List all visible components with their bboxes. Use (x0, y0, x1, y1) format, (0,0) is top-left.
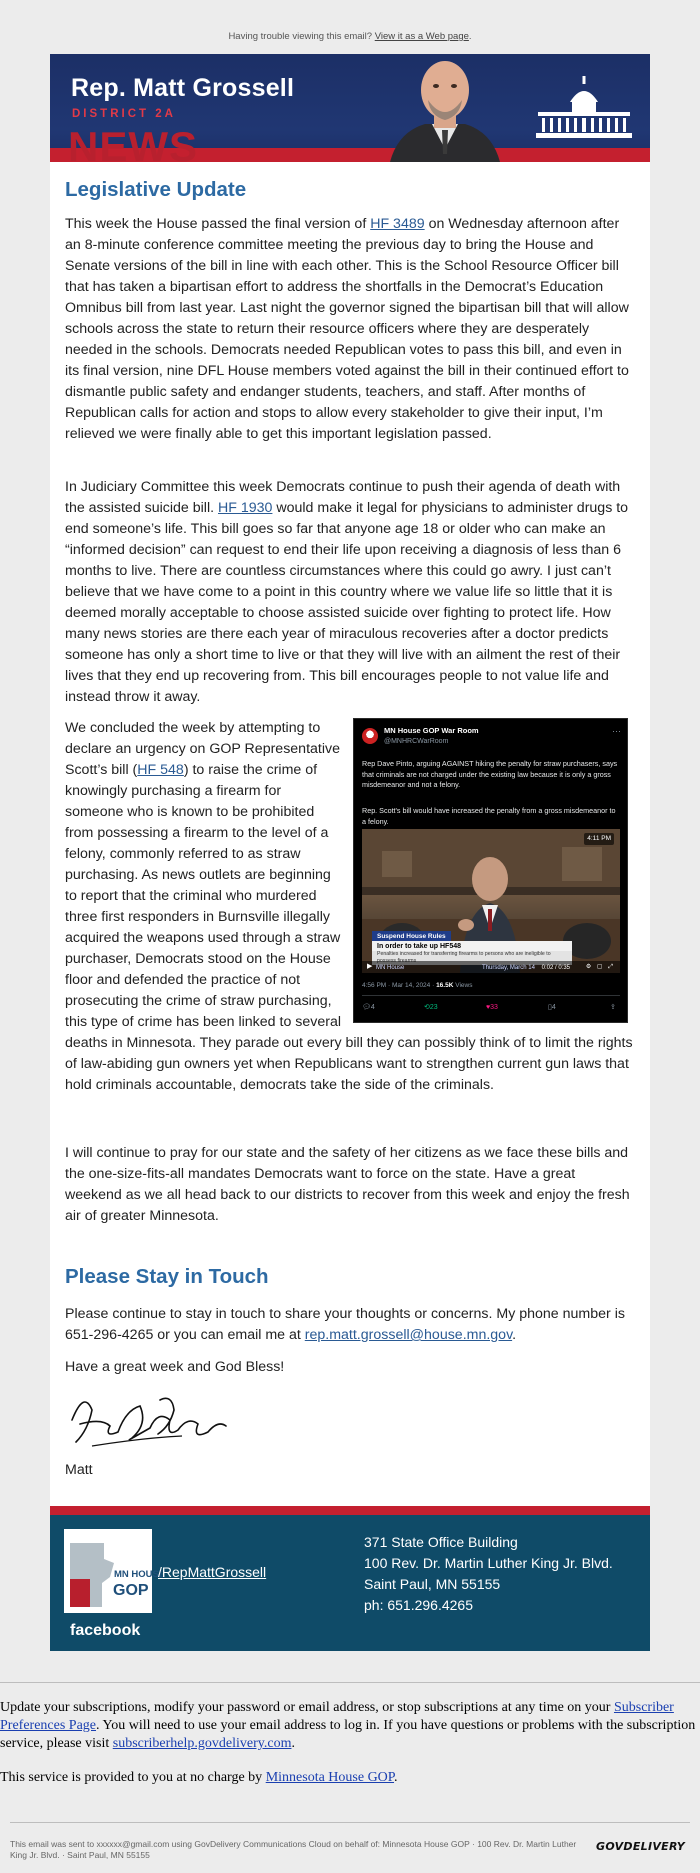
video-timestamp: 4:11 PM (584, 833, 614, 845)
p1-text-b: on Wednesday afternoon after an 8-minute conference committee meeting the previous day to bring the House and Senate versions of the bill in line with each other. This is the School Resource Officer bill that has taken a bipartisan effort to address the shortfalls in the Democrat’s Education Omnibus bill from last year. Last night the governor signed the bipartisan bill that will allow schools across the state to return their resource officers where they are desperately needed in the schools. Democrats needed Republican votes to pass this bill, and even in its final version, nine DFL House members voted against the bill in their continued effort to dismantle public safety and endanger students, teachers, and staff. After months of Republican calls for action and stops to allow every stakeholder to give their input, I’m relieved we were finally able to get this important legislation passed. (65, 216, 629, 442)
banner-news-word: NEWS (68, 123, 198, 170)
logo-text-gop: GOP (113, 1582, 149, 1599)
facebook-handle-link[interactable]: /RepMattGrossell (158, 1564, 267, 1580)
address-line-2: 100 Rev. Dr. Martin Luther King Jr. Blvd. (364, 1555, 613, 1571)
hf-548-link[interactable]: HF 548 (137, 762, 184, 778)
address-line-3: Saint Paul, MN 55155 (364, 1576, 501, 1592)
video-controls (362, 961, 620, 973)
video-lower-third-label: Suspend House Rules (372, 931, 451, 943)
divider-top (0, 1682, 700, 1683)
video-lower-third-title: In order to take up HF548 (372, 941, 572, 952)
hf-1930-link[interactable]: HF 1930 (218, 500, 273, 516)
sign-off-name: Matt (65, 1462, 93, 1478)
minnesota-house-gop-link[interactable]: Minnesota House GOP (265, 1770, 395, 1785)
footer-panel (50, 1515, 650, 1651)
govdelivery-logo[interactable]: GOVDELIVERY (596, 1840, 686, 1853)
tweet-posted-time: 4:56 PM · Mar 14, 2024 · (362, 982, 437, 989)
view-in-browser-suffix: . (468, 31, 472, 42)
tweet-header (362, 726, 621, 748)
divider-bottom (10, 1822, 690, 1823)
tweet-video[interactable] (362, 829, 620, 973)
service-text-b: . (394, 1770, 398, 1785)
p3-text-b: ) to raise the crime of knowingly purchasing a firearm for someone who is known to be prohibited from possessing a firearm to the level of a felony, commonly referred to as straw purchasing. As news outlets are beginning to report that the criminal who murdered three first responders in Burnsville illegally acquired the weapons used through a straw purchaser, Democrats stood on the House floor and defended the practice of not prosecuting the crime of straw purchasing, this type of crime has been linked to several deaths in Minnesota. They parade out every bill they can possibly think of to limit the rights of law-abiding gun owners yet when Republicans want to strengthen current gun laws that hold criminals accountable, democrats take the side of the criminals. (65, 762, 633, 1093)
tweet-avatar (362, 728, 378, 744)
address-line-1: 371 State Office Building (364, 1534, 518, 1550)
contact-text-end: . (512, 1327, 517, 1343)
p2-text-a: In Judiciary Committee this week Democrats continue to push their agenda of death with the assisted suicide bill. (65, 479, 621, 516)
repost-icon[interactable]: ⟲ 23 (424, 1004, 438, 1011)
service-notice (0, 1769, 700, 1787)
video-date: Thursday, March 14 (482, 965, 535, 971)
p3-text-a: We concluded the week by attempting to declare an urgency on GOP Representative Scott’s bill ( (65, 720, 340, 778)
banner-representative-name: Rep. Matt Grossell (71, 74, 295, 102)
contact-text: Please continue to stay in touch to share your thoughts or concerns. My phone number is 651-296-4265 or you can email me at (65, 1306, 625, 1343)
tweet-actions (362, 1003, 620, 1015)
tweet-meta (362, 981, 472, 991)
newsletter-card (50, 54, 650, 1651)
hf-3489-link[interactable]: HF 3489 (370, 216, 425, 232)
subscription-text-c: . (291, 1736, 295, 1751)
legislative-paragraph-2 (65, 477, 635, 708)
representative-portrait-image (380, 54, 510, 162)
tweet-handle: @MNHRCWarRoom (384, 738, 449, 745)
p4-text: I will continue to pray for our state and the safety of her citizens as we face these bills and the one-size-fits-all mandates Democrats want to force on the state. Have a great weekend as we all head back to our districts to recover from this week and enjoy the fresh air of greater Minnesota. (65, 1145, 630, 1224)
mn-house-gop-facebook-logo[interactable] (64, 1529, 166, 1641)
handwritten-signature (62, 1380, 242, 1460)
tweet-view-count: 16.5K (436, 982, 454, 989)
email-link[interactable]: rep.matt.grossell@house.mn.gov (304, 1327, 513, 1343)
logo-text-facebook: facebook (70, 1622, 141, 1639)
office-address (364, 1532, 613, 1616)
legislative-paragraph-1 (65, 214, 635, 445)
header-banner (50, 54, 650, 170)
view-in-browser-note (0, 31, 700, 42)
tweet-text-2: Rep. Scott's bill would have increased the penalty from a gross misdemeanor to a felony. (362, 806, 616, 826)
view-in-browser-text: Having trouble viewing this email? (228, 31, 375, 42)
view-web-page-link[interactable]: View it as a Web page (374, 31, 469, 42)
video-duration: 0:02 / 0:35 (541, 965, 570, 971)
tweet-account-name: MN House GOP War Room (384, 726, 479, 735)
bookmark-icon[interactable]: ▯ 4 (548, 1004, 556, 1011)
share-icon[interactable]: ⇪ (610, 1004, 616, 1011)
embedded-tweet[interactable] (353, 718, 628, 1023)
legislative-update-heading: Legislative Update (65, 178, 247, 201)
subscription-notice (0, 1699, 700, 1753)
subscription-text-b: . You will need to use your email address to log in. If you have questions or problems with the subscription service, please visit (0, 1718, 696, 1751)
banner-district: DISTRICT 2A (72, 108, 176, 120)
tweet-divider (362, 995, 620, 996)
blessing-line: Have a great week and God Bless! (65, 1359, 285, 1375)
subscriber-help-link[interactable]: subscriberhelp.govdelivery.com (112, 1736, 292, 1751)
tweet-text-1: Rep Dave Pinto, arguing AGAINST hiking the penalty for straw purchasers, says that criminals are not charged under the existing law because it is only a gross misdemeanor and not a felony. (362, 759, 618, 789)
subscription-text-a: Update your subscriptions, modify your password or email address, or stop subscriptions at any time on your (0, 1700, 614, 1715)
tweet-views-label: Views (453, 982, 473, 989)
stay-in-touch-heading: Please Stay in Touch (65, 1265, 269, 1288)
like-icon[interactable]: ♥ 33 (486, 1004, 498, 1011)
legal-footer-text: This email was sent to xxxxxx@gmail.com using GovDelivery Communications Cloud on behalf of: Minnesota House GOP · 100 Rev. Dr. Martin Luther King Jr. Blvd. · Saint Paul, MN 55155 (10, 1839, 577, 1860)
service-text-a: This service is provided to you at no charge by (0, 1770, 266, 1785)
p2-text-b: would make it legal for physicians to administer drugs to end someone’s life. This bill goes so far that anyone age 18 or older who can make an “informed decision” can request to end their life upon receiving a diagnosis of less than 6 months to live. There are countless circumstances where this could go awry. I just can’t believe that we have come to a point in this country where we value life so little that it is deemed morally acceptable to choose assisted suicide over fighting to protect life. How many news stories are there each year of miraculous recoveries after a doctor predicts someone has only a short time to live or that they will live with an ailment the rest of their lives that they end up recovering from. This bill encourages people to not value life and instead throw it away. (65, 500, 629, 705)
p1-text-a: This week the House passed the final version of (65, 216, 371, 232)
video-lower-third-subtitle: Penalties increased for transferring firearms to persons who are ineligible to (372, 951, 572, 965)
video-settings-icons[interactable]: ⚙ ▢ ⤢ (585, 964, 615, 970)
subscriber-preferences-link[interactable]: Subscriber Preferences Page (0, 1700, 674, 1733)
logo-text-mn-house: MN HOUSE (114, 1569, 166, 1580)
legislative-paragraph-4 (65, 1143, 635, 1227)
contact-paragraph (65, 1304, 635, 1346)
tweet-more-icon[interactable]: ··· (612, 726, 621, 736)
reply-icon[interactable]: 💬︎ 4 (362, 1004, 375, 1011)
video-channel: MN House (376, 965, 405, 971)
play-icon[interactable]: ▶ (367, 963, 373, 970)
footer-red-stripe (50, 1506, 650, 1515)
capitol-building-icon (536, 76, 632, 140)
phone-number: ph: 651.296.4265 (364, 1597, 473, 1613)
